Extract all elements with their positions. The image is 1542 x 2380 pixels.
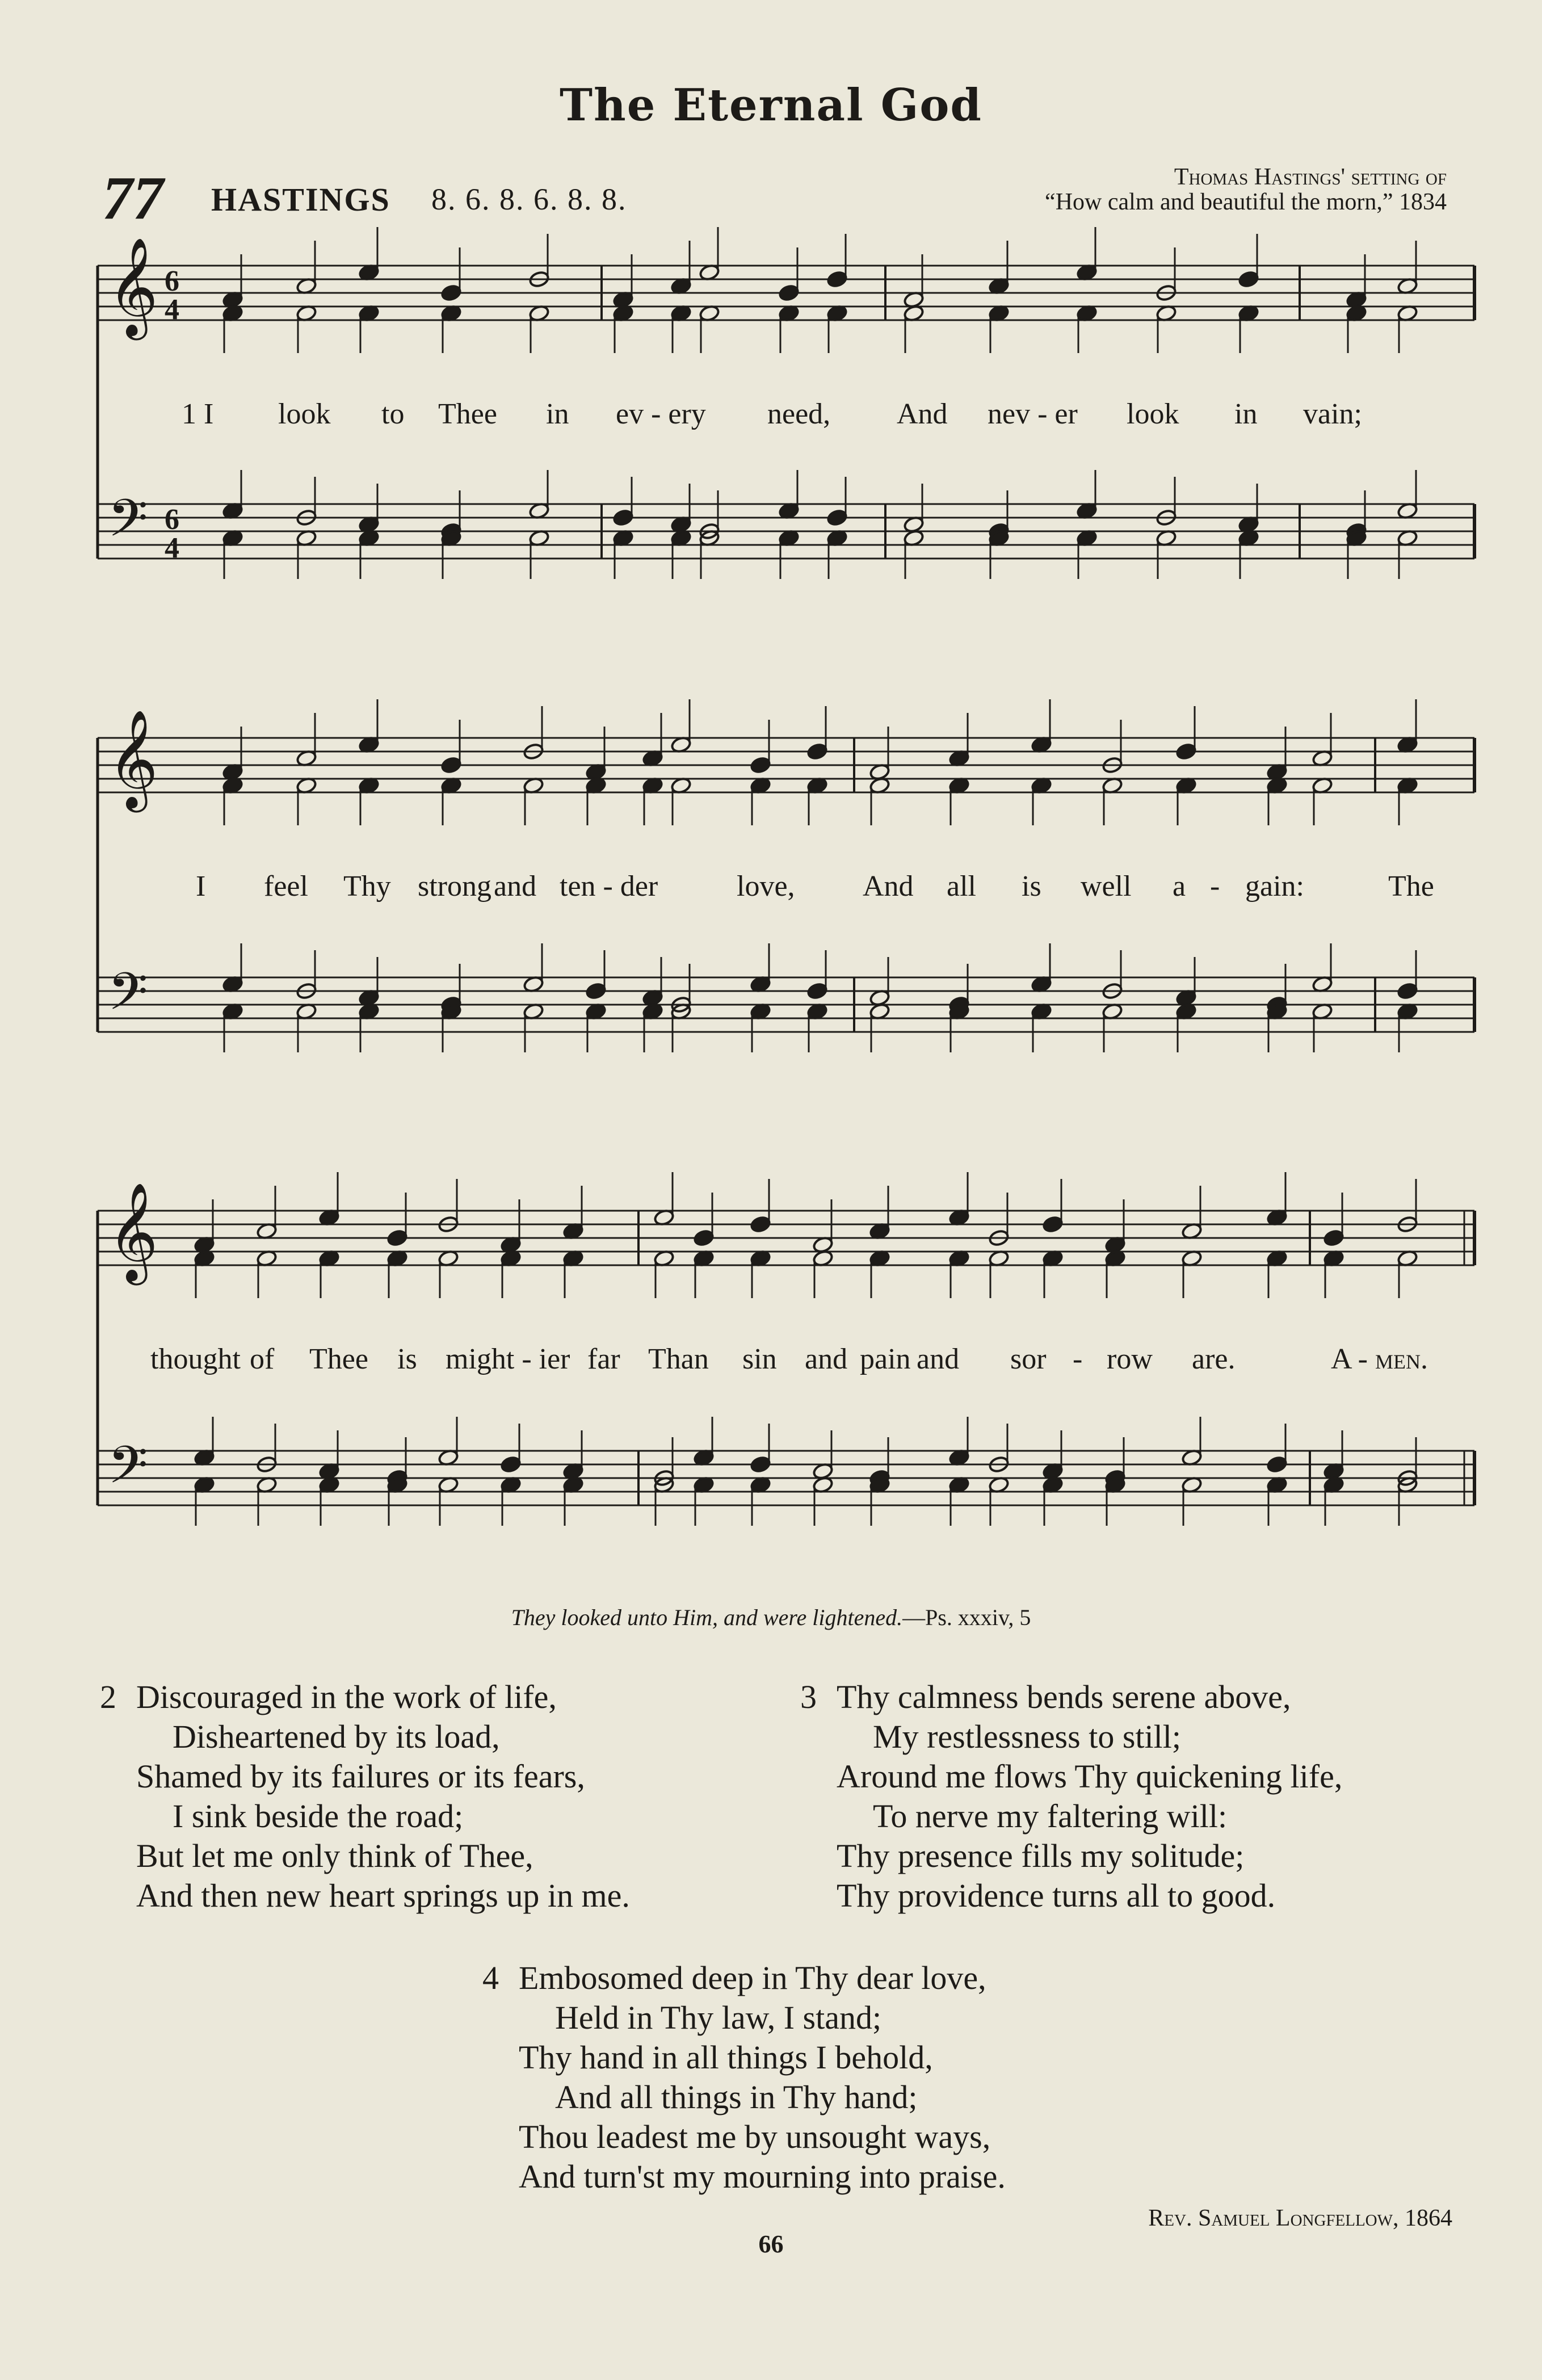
note-head [386,1229,408,1247]
stanza-line: And then new heart springs up in me. [136,1877,630,1914]
stanza-line: Thy providence turns all to good. [837,1877,1276,1914]
note-head [440,756,462,774]
section-title: The Eternal God [560,79,982,131]
stanza-line: I sink beside the road; [173,1798,464,1835]
stanza-line: And turn'st my mourning into praise. [519,2158,1006,2195]
lyric-syllable: is [397,1343,417,1375]
note-head [500,1455,522,1474]
stanza-line: Around me flows Thy quickening life, [837,1758,1343,1795]
lyric-syllable: of [250,1343,275,1375]
note-head [806,982,828,1000]
lyric-syllable: and [805,1343,848,1375]
lyric-syllable: love, [737,870,795,903]
lyric-syllable: a [1173,870,1186,903]
treble-clef: 𝄞 [108,1182,158,1281]
note-head [750,1455,771,1474]
stanza-line: Thou leadest me by unsought ways, [519,2118,991,2155]
text-author: Rev. Samuel Longfellow, 1864 [1148,2205,1452,2231]
lyric-syllable: And [897,398,948,430]
stanza-line: Thy calmness bends serene above, [837,1678,1291,1715]
lyric-syllable: Thee [438,398,497,430]
stanza-line: Thy presence fills my solitude; [837,1837,1245,1874]
stanza-line: Discouraged in the work of life, [136,1678,557,1715]
lyric-syllable: all [947,870,976,903]
time-signature-top: 6 [165,265,179,297]
lyric-syllable: 1 I [182,398,214,430]
stanza-line: Thy hand in all things I behold, [519,2039,933,2076]
note-head [612,509,634,527]
stanza-number: 3 [800,1678,817,1715]
stanza-number: 4 [482,1959,499,1996]
note-head [585,982,607,1000]
lyric-syllable: thought [150,1343,241,1375]
lyric-syllable: - [1210,870,1220,903]
lyric-syllable: sin [742,1343,777,1375]
lyric-syllable: to [381,398,405,430]
hymn-number: 77 [102,165,163,232]
stanza-line: Embosomed deep in Thy dear love, [519,1959,986,1996]
lyric-syllable: and [494,870,537,903]
lyric-syllable: feel [264,870,308,903]
bass-clef: 𝄢 [108,488,148,561]
note-head [806,742,828,761]
note-head [826,270,848,288]
time-signature-bottom: 4 [165,293,179,326]
page-number: 66 [758,2230,784,2258]
stanza-line: And all things in Thy hand; [555,2079,918,2115]
note-head [1323,1229,1344,1247]
composer-credit-line1: Thomas Hastings' setting of [1174,164,1447,190]
lyric-syllable: well [1081,870,1132,903]
bass-clef: 𝄢 [108,1435,148,1508]
meter: 8. 6. 8. 6. 8. 8. [431,182,627,216]
lyric-syllable: look [1127,398,1179,430]
note-head [693,1229,715,1247]
lyric-syllable: might - ier [446,1343,570,1375]
lyric-syllable: pain [860,1343,911,1375]
note-head [750,756,771,774]
stanza-2 [100,1677,630,1916]
lyric-syllable: look [278,398,331,430]
lyric-syllable: in [1234,398,1258,430]
composer-credit-line2: “How calm and beautiful the morn,” 1834 [1045,189,1447,215]
lyric-syllable: sor [1010,1343,1047,1375]
lyric-syllable: I [196,870,206,903]
lyric-syllable: and [917,1343,960,1375]
stanza-line: Shamed by its failures or its fears, [136,1758,585,1795]
note-head [778,284,800,302]
lyric-syllable: strong [418,870,491,903]
lyric-syllable: Than [648,1343,709,1375]
treble-clef: 𝄞 [108,237,158,336]
lyric-syllable: - [1073,1343,1083,1375]
note-head [750,1215,771,1233]
stanza-number: 2 [100,1678,116,1715]
lyric-syllable: A - men. [1331,1343,1428,1375]
lyric-syllable: ten - der [560,870,658,903]
epigraph-text: They looked unto Him, and were lightened. [511,1605,903,1630]
lyric-syllable: far [587,1343,620,1375]
stanza-line: To nerve my faltering will: [873,1798,1228,1835]
lyric-syllable: are. [1192,1343,1236,1375]
lyric-syllable: row [1107,1343,1153,1375]
lyric-syllable: is [1022,870,1041,903]
stanza-4 [482,1958,1006,2197]
note-head [826,509,848,527]
lyric-syllable: nev - er [988,398,1078,430]
lyric-syllable: Thee [309,1343,368,1375]
bass-clef: 𝄢 [108,962,148,1034]
stanza-line: My restlessness to still; [873,1718,1181,1755]
time-signature-top: 6 [165,503,179,536]
epigraph-source: —Ps. xxxiv, 5 [902,1605,1031,1630]
lyric-syllable: need, [767,398,831,430]
epigraph [0,1604,1542,1631]
stanza-line: But let me only think of Thee, [136,1837,533,1874]
lyric-syllable: gain: [1245,870,1304,903]
note-head [1397,982,1418,1000]
note-head [1175,742,1197,761]
note-head [1238,270,1259,288]
treble-clef: 𝄞 [108,710,158,808]
note-head [1042,1215,1064,1233]
stanza-3 [800,1677,1342,1916]
note-head [1266,1455,1288,1474]
lyric-syllable: in [546,398,569,430]
time-signature-bottom: 4 [165,532,179,564]
note-head [440,284,462,302]
lyric-syllable: The [1388,870,1434,903]
lyric-syllable: And [863,870,914,903]
stanza-line: Disheartened by its load, [173,1718,500,1755]
tune-name: HASTINGS [211,181,390,218]
lyric-syllable: Thy [343,870,391,903]
lyric-syllable: vain; [1303,398,1362,430]
stanza-line: Held in Thy law, I stand; [555,1999,882,2036]
lyric-syllable: ev - ery [616,398,706,430]
